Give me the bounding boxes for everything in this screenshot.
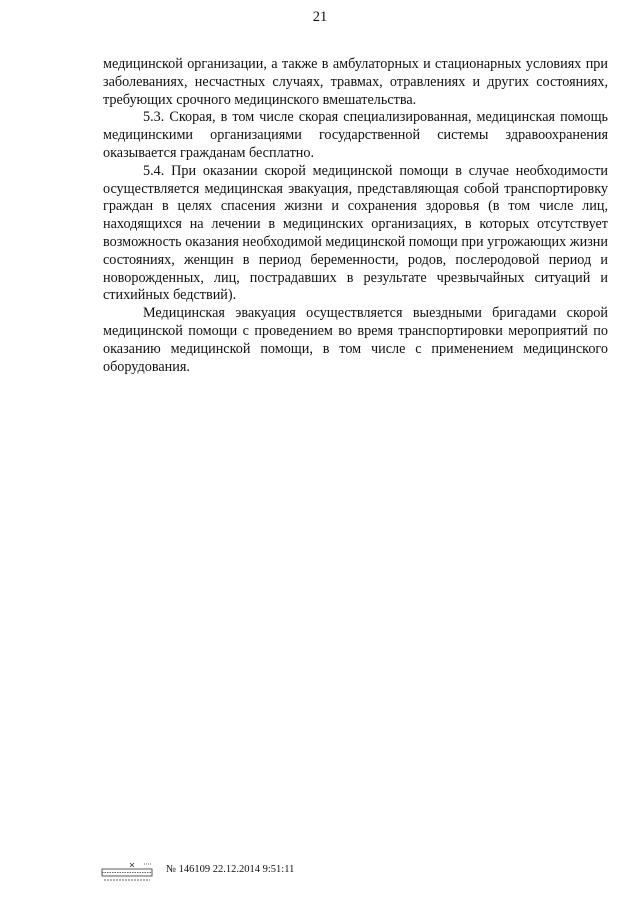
page-number: 21 [312,9,328,25]
paragraph-5-3: 5.3. Скорая, в том числе скорая специализированная, медицинская помощь медицинскими организациями государственной системы здравоохранения оказывается гражданам бесплатно. [103,109,608,161]
paragraph-5-4: 5.4. При оказании скорой медицинской помощи в случае необходимости осуществляется медицинская эвакуация, представляющая собой транспортировку граждан в целях спасения жизни и сохранения здоровья (в том числе лиц, находящихся на лечении в медицинских организациях, в которых отсутствует возможность оказания необходимой медицинской помощи при угрожающих жизни состояниях, женщин в период беременности, родов, послеродовой период и новорожденных, лиц, пострадавших в результате чрезвычайных ситуаций и стихийных бедствий). [103,162,608,304]
document-body [103,56,608,376]
document-footer [100,860,360,888]
document-registration-number: № 146109 22.12.2014 9:51:11 [166,864,295,875]
registration-stamp-icon [100,860,158,886]
paragraph-medical-evacuation: Медицинская эвакуация осуществляется выездными бригадами скорой медицинской помощи с проведением во время транспортировки мероприятий по оказанию медицинской помощи, в том числе с применением медицинского оборудования. [103,305,608,375]
paragraph-continuation: медицинской организации, а также в амбулаторных и стационарных условиях при заболеваниях, несчастных случаях, травмах, отравлениях и других состояниях, требующих срочного медицинского вмешательства. [103,56,608,108]
